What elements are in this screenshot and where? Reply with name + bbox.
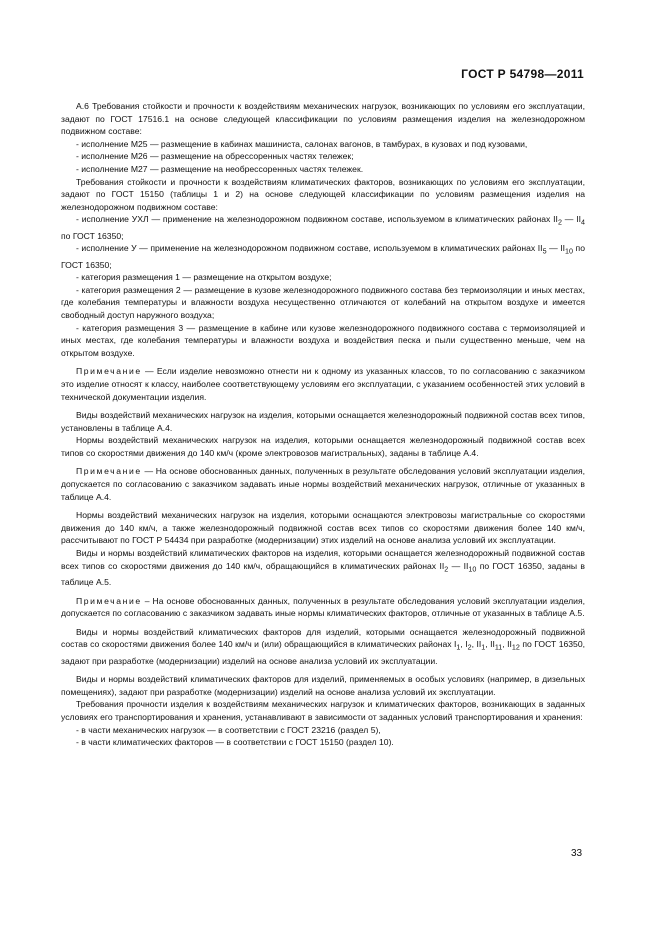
list-item-mechanical-transport: - в части механических нагрузок — в соответствии с ГОСТ 23216 (раздел 5), bbox=[76, 724, 381, 735]
list-item-category-3: - категория размещения 3 — размещение в кабине или кузове железнодорожного подвижного состава с термоизоляцией и иных местах, где колебания температуры и влажности воздуха и воздействия песка и пыли существенно меньше, чем на открытом воздухе. bbox=[61, 322, 585, 358]
note-2: Примечание — На основе обоснованных данных, полученных в результате обследования условий эксплуатации изделия, допускается по согласованию с заказчиком задавать иные нормы воздействий механических нагрузок, отличные от указанных в таблице А.4. bbox=[61, 466, 585, 502]
paragraph-climatic-requirements: Требования стойкости и прочности к воздействиям климатических факторов, возникающих по условиям его эксплуатации, задают по ГОСТ 15150 (таблицы 1 и 2) на основе следующей классификации по условиям размещения изделия на железнодорожном подвижном составе: bbox=[61, 176, 585, 212]
paragraph-electric-locomotives: Нормы воздействий механических нагрузок на изделия, которыми оснащаются электровозы магистральные со скоростями движения до 140 км/ч, а также железнодорожный подвижной состав всех типов со скоростями движения более 140 км/ч, рассчитывают по ГОСТ Р 54434 при разработке (модернизации) этих изделий на основе анализа условий их эксплуатации. bbox=[61, 510, 585, 546]
list-item-category-1: - категория размещения 1 — размещение на открытом воздухе; bbox=[76, 272, 332, 283]
document-header: ГОСТ Р 54798—2011 bbox=[461, 67, 584, 81]
paragraph-climatic-norms: Виды и нормы воздействий климатических факторов на изделия, которыми оснащается железнодорожный подвижной состав всех типов со скоростями движения до 140 км/ч, обращающийся в климатических районах $II_2$ — $II_{10}$ по ГОСТ 16350, заданы в таблице А.5. bbox=[61, 548, 585, 587]
list-item-category-2: - категория размещения 2 — размещение в кузове железнодорожного подвижного состава без термоизоляции и иных местах, где колебания температуры и влажности воздуха несущественно отличаются от колебаний на открытом воздухе и имеется свободный доступ наружного воздуха; bbox=[61, 284, 585, 320]
paragraph-a6: А.6 Требования стойкости и прочности к воздействиям механических нагрузок, возникающих по условиям его эксплуатации, задают по ГОСТ 17516.1 на основе следующей классификации по условиям размещения изделия на железнодорожном подвижном составе: bbox=[61, 101, 585, 137]
list-item-m25: - исполнение М25 — размещение в кабинах машиниста, салонах вагонов, в тамбурах, в кузовах и под кузовами, bbox=[76, 138, 528, 149]
list-item-m26: - исполнение М26 — размещение на обрессоренных частях тележек; bbox=[76, 151, 354, 162]
paragraph-special-conditions: Виды и нормы воздействий климатических факторов для изделий, применяемых в особых условиях (например, в дизельных помещениях), задают при разработке (модернизации) изделий на основе анализа условий их эксплуатации. bbox=[61, 674, 585, 697]
paragraph-mechanical-norms: Нормы воздействий механических нагрузок на изделия, которыми оснащается железнодорожный подвижной состав всех типов со скоростями движения до 140 км/ч (кроме электровозов магистральных), заданы в таблице А.4. bbox=[61, 435, 585, 458]
list-item-m27: - исполнение М27 — размещение на необрессоренных частях тележек. bbox=[76, 163, 364, 174]
note-3: Примечание – На основе обоснованных данных, полученных в результате обследования условий эксплуатации изделия, допускается по согласованию с заказчиком задавать иные нормы климатических факторов, отличные от указанных в таблице А.5. bbox=[61, 595, 585, 619]
paragraph-transport-storage: Требования прочности изделия к воздействиям механических нагрузок и климатических факторов, возникающих в заданных условиях его транспортирования и хранения, устанавливают в зависимости от заданных условий транспортирования и хранения: bbox=[61, 699, 585, 722]
list-item-climatic-transport: - в части климатических факторов — в соответствии с ГОСТ 15150 (раздел 10). bbox=[76, 737, 394, 748]
paragraph-mechanical-types: Виды воздействий механических нагрузок на изделия, которыми оснащается железнодорожный подвижной состав всех типов, установлены в таблице А.4. bbox=[61, 410, 585, 433]
paragraph-high-speed-climatic: Виды и нормы воздействий климатических факторов для изделий, которыми оснащается железнодорожный подвижной состав со скоростями движения более 140 км/ч и (или) обращающийся в климатических районах $I_1$, $I_2$, $II_1$, $II_{11}$, $II_{12}$ по ГОСТ 16350, задают при разработке (модернизации) изделий на основе анализа условий их эксплуатации. bbox=[61, 626, 585, 666]
document-body bbox=[61, 100, 585, 749]
list-item-uhl: - исполнение УХЛ — применение на железнодорожном подвижном составе, используемом в климатических районах $II_2$ — $II_4$ по ГОСТ 16350; bbox=[61, 214, 585, 241]
note-1: Примечание — Если изделие невозможно отнести ни к одному из указанных классов, то по согласованию с заказчиком это изделие относят к классу, наиболее соответствующему условиям его эксплуатации, с указанием особенностей этих условий в технической документации изделия. bbox=[61, 366, 585, 402]
page-number: 33 bbox=[571, 848, 583, 859]
list-item-u: - исполнение У — применение на железнодорожном подвижном составе, используемом в климатических районах $II_5$ — $II_{10}$ по ГОСТ 16350; bbox=[61, 243, 585, 270]
